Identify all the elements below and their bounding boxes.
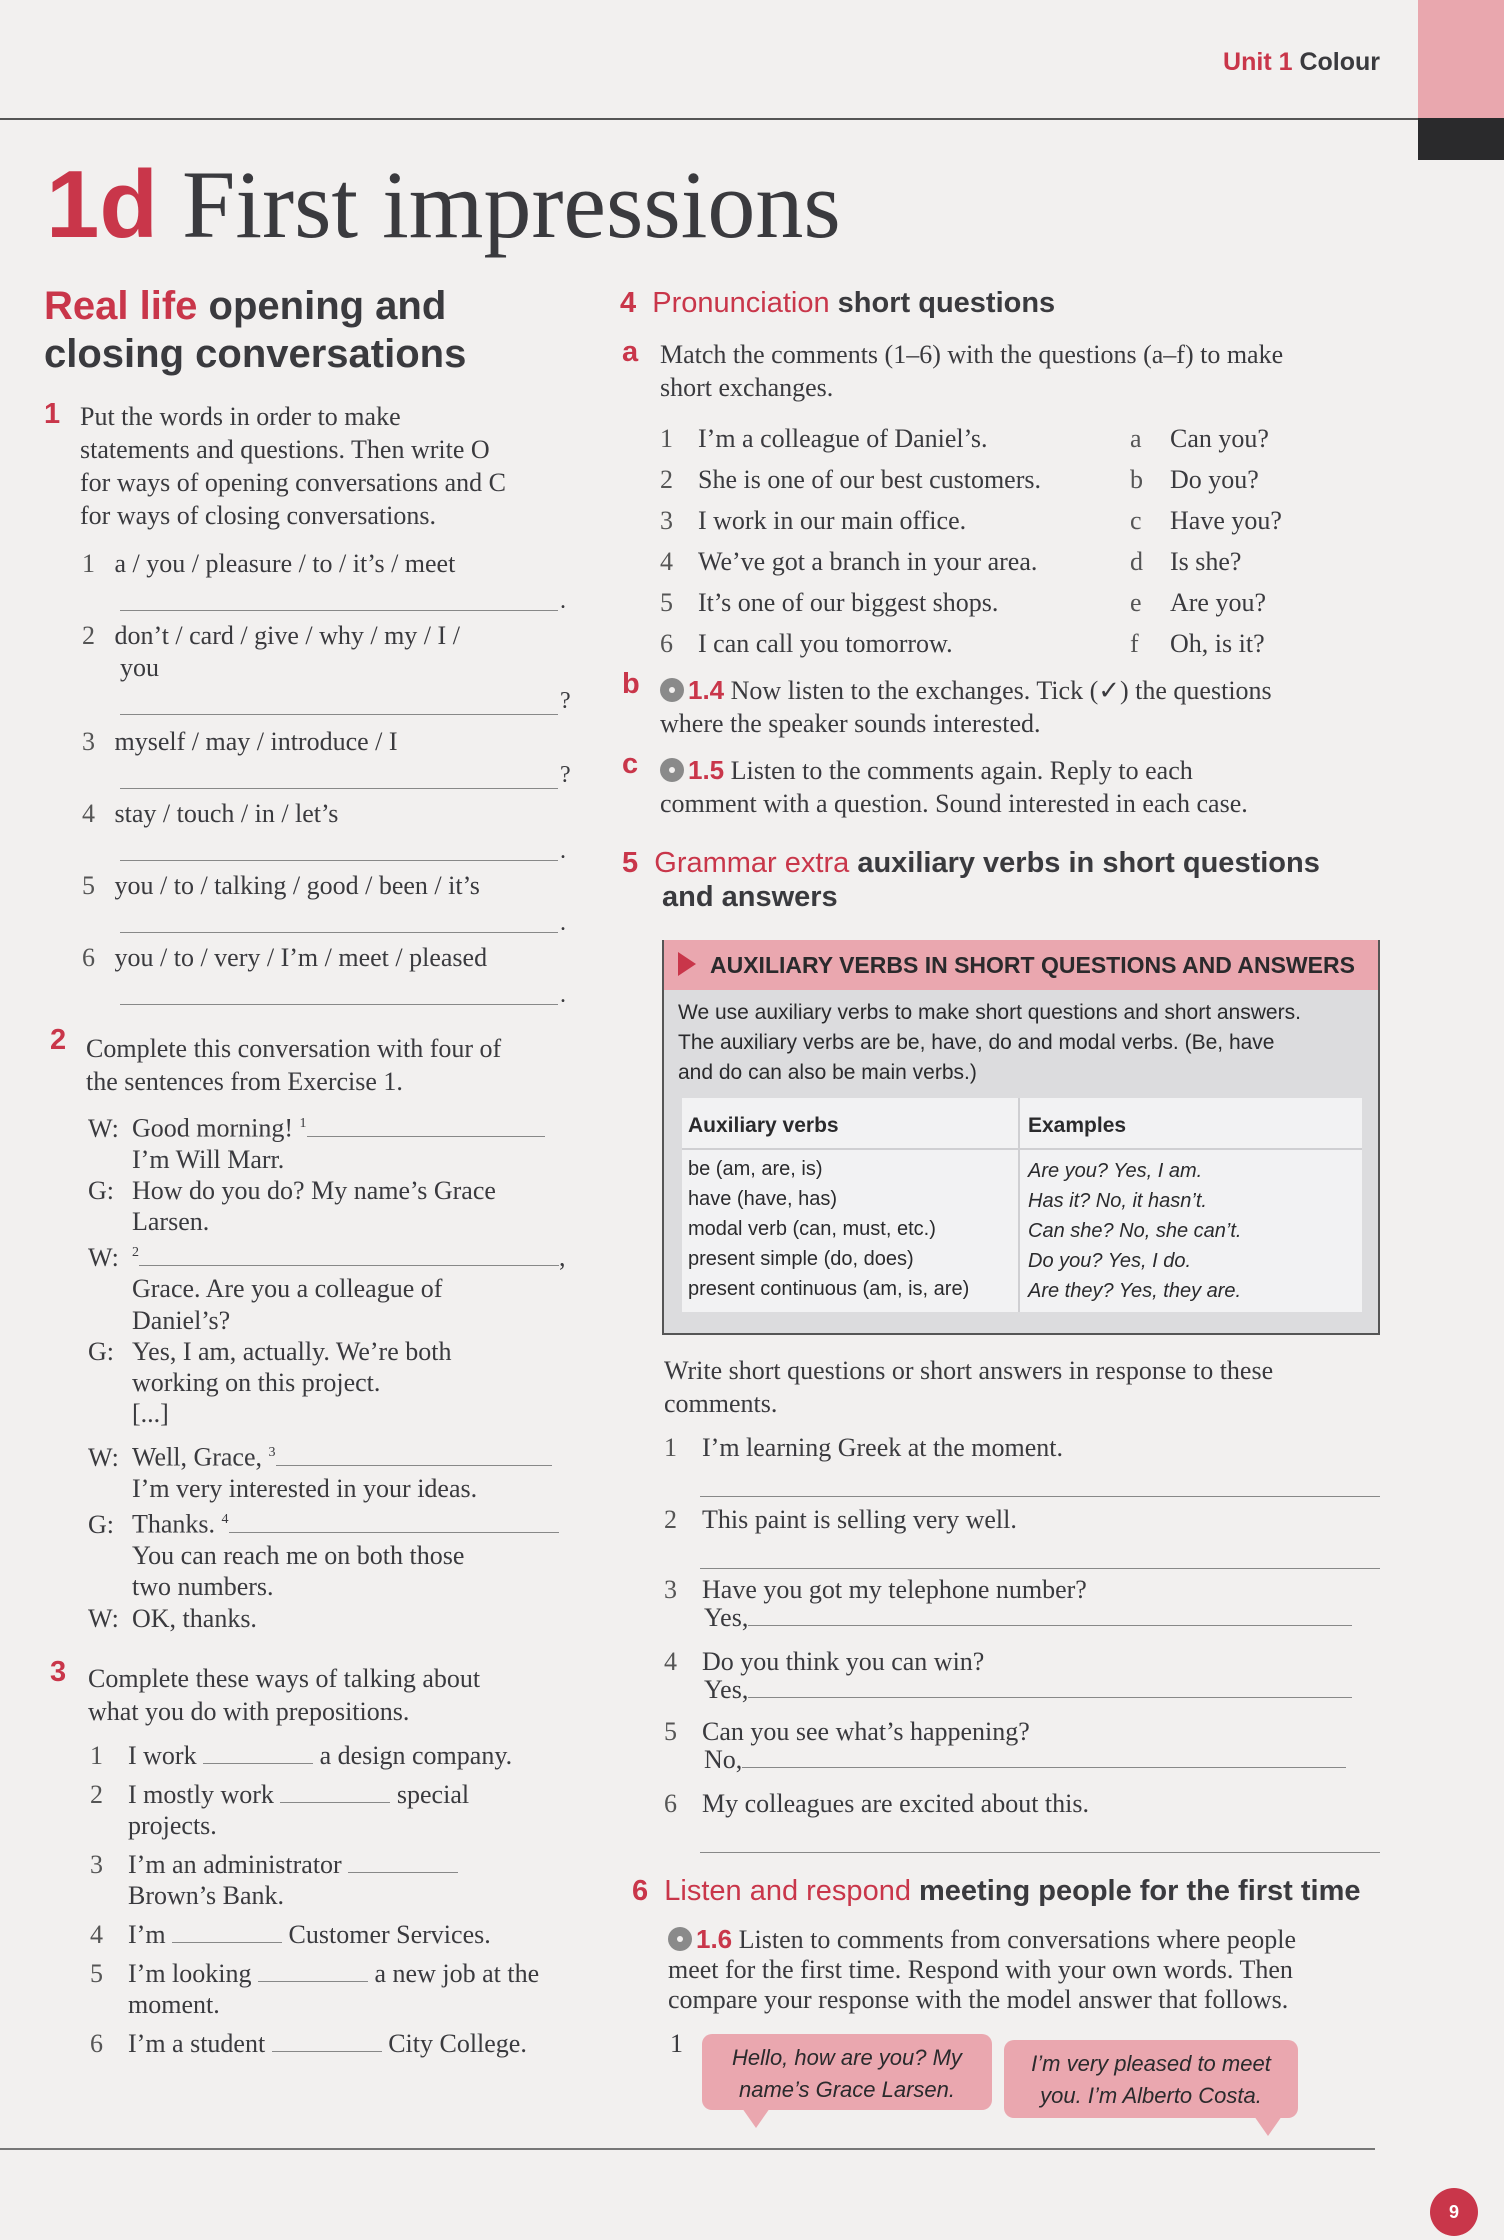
ex1-item-6	[82, 942, 487, 974]
examples-column	[1028, 1156, 1241, 1306]
ex5-item-4	[664, 1648, 1352, 1704]
item-text: I work in our main office.	[698, 506, 967, 535]
comment-item	[660, 418, 1100, 459]
table-cell: be (am, are, is)	[688, 1158, 823, 1180]
item-text: stay / touch / in / let’s	[114, 799, 339, 828]
header-divider	[682, 1148, 1362, 1150]
end-punct: .	[560, 982, 566, 1008]
item-number: 3	[660, 506, 673, 535]
bubble-tail	[742, 2108, 770, 2128]
answer-blank[interactable]	[348, 1872, 458, 1873]
play-arrow-icon	[678, 952, 696, 976]
item-letter: e	[1130, 588, 1142, 617]
ex1-item-5	[82, 870, 480, 902]
line-text: Larsen.	[132, 1207, 210, 1237]
instr-line: compare your response with the model answer that follows.	[668, 1985, 1289, 2014]
line-text: Well, Grace,	[132, 1443, 262, 1472]
answer-line[interactable]	[120, 714, 558, 715]
exercise-5-title: auxiliary verbs in short questions	[857, 847, 1320, 879]
item-text: you / to / very / I’m / meet / pleased	[114, 943, 488, 972]
lesson-code: 1d	[46, 151, 159, 258]
instr-line: Now listen to the exchanges. Tick (✓) the questions	[730, 676, 1272, 705]
answer-line[interactable]	[120, 932, 558, 933]
speaker: W:	[88, 1113, 119, 1143]
line-text: two numbers.	[132, 1572, 274, 1602]
dialogue-line	[88, 1273, 588, 1304]
instr-line: for ways of closing conversations.	[80, 501, 436, 530]
item-text: Do you think you can win?	[702, 1647, 985, 1676]
column-header-verbs: Auxiliary verbs	[688, 1114, 839, 1137]
answer-line[interactable]	[120, 860, 558, 861]
item-text: a new job at the	[374, 1959, 540, 1988]
end-punct: .	[560, 588, 566, 614]
end-punct: .	[560, 910, 566, 936]
item-text-cont: projects.	[128, 1811, 217, 1840]
line-punct: ,	[559, 1243, 566, 1273]
instr-line: where the speaker sounds interested.	[660, 709, 1041, 738]
exercise-3-number: 3	[50, 1656, 67, 1688]
item-number: 5	[82, 871, 95, 900]
item-number: 4	[82, 799, 95, 828]
grammar-box-header	[664, 940, 1378, 990]
ex1-item-1	[82, 548, 455, 580]
item-text-cont: you	[120, 653, 159, 682]
gap-number: 2	[132, 1245, 139, 1261]
answer-blank[interactable]	[748, 1625, 1352, 1626]
item-number: 1	[82, 549, 95, 578]
instr-line: comments.	[664, 1389, 778, 1418]
section-heading-line1: opening and	[208, 284, 447, 328]
table-cell: Has it? No, it hasn’t.	[1028, 1190, 1207, 1212]
item-text: My colleagues are excited about this.	[702, 1789, 1089, 1818]
line-text: Yes, I am, actually. We’re both	[132, 1336, 452, 1366]
exercise-4-heading	[620, 286, 1055, 320]
answer-start: No,	[704, 1745, 743, 1774]
instr-line: Complete these ways of talking about	[88, 1664, 481, 1693]
ex5-instructions	[664, 1354, 1384, 1420]
comment-item	[660, 623, 1100, 664]
item-text: a design company.	[319, 1741, 513, 1770]
answer-blank[interactable]	[272, 2051, 382, 2052]
exercise-2-number: 2	[50, 1024, 67, 1056]
ex6-item-number: 1	[670, 2029, 683, 2058]
bubble-line: you. I’m Alberto Costa.	[1040, 2083, 1262, 2108]
exercise-4-number: 4	[620, 287, 637, 319]
exercise-3-instructions	[88, 1662, 588, 1728]
grammar-box-intro	[678, 998, 1368, 1088]
ex5-item-3	[664, 1576, 1352, 1632]
comment-item	[660, 459, 1100, 500]
item-number: 5	[660, 588, 673, 617]
table-cell: have (have, has)	[688, 1188, 837, 1210]
item-text: Have you got my telephone number?	[702, 1575, 1087, 1604]
speaker: W:	[88, 1243, 119, 1273]
item-letter: f	[1130, 629, 1139, 658]
table-cell: Do you? Yes, I do.	[1028, 1250, 1192, 1272]
answer-line[interactable]	[700, 1568, 1380, 1569]
answer-start: Yes,	[704, 1603, 749, 1632]
line-text: Grace. Are you a colleague of	[132, 1274, 443, 1304]
item-number: 2	[90, 1780, 103, 1809]
ex1-item-3	[82, 726, 398, 758]
speaker: G:	[88, 1336, 114, 1366]
instr-line: Write short questions or short answers in response to these	[664, 1356, 1274, 1385]
end-punct: ?	[560, 688, 571, 714]
ex3-items	[90, 1740, 590, 2059]
dialogue-line	[88, 1237, 588, 1273]
line-text: working on this project.	[132, 1367, 381, 1397]
item-text: She is one of our best customers.	[698, 465, 1042, 494]
question-item	[1130, 459, 1380, 500]
exercise-1-number: 1	[44, 398, 61, 430]
question-item	[1130, 500, 1380, 541]
section-heading-line2: closing conversations	[44, 332, 467, 376]
speech-bubble-2	[1004, 2040, 1298, 2118]
grammar-box-title: AUXILIARY VERBS IN SHORT QUESTIONS AND ANSWERS	[710, 952, 1355, 978]
item-text: Have you?	[1170, 506, 1282, 535]
instr-line: comment with a question. Sound interested in each case.	[660, 789, 1248, 818]
exercise-5-number: 5	[622, 847, 639, 879]
column-header-examples: Examples	[1028, 1114, 1127, 1137]
footer-rule	[0, 2148, 1375, 2150]
instr-line: Put the words in order to make	[80, 402, 401, 431]
item-number: 4	[90, 1920, 103, 1949]
answer-blank[interactable]	[742, 1767, 1346, 1768]
line-text: Daniel’s?	[132, 1305, 231, 1335]
item-text: I’m learning Greek at the moment.	[702, 1433, 1063, 1462]
item-text: I’m looking	[128, 1959, 252, 1988]
end-punct: .	[560, 838, 566, 864]
dialogue-line	[88, 1336, 588, 1367]
item-text: City College.	[388, 2029, 527, 2058]
intro-line: We use auxiliary verbs to make short questions and short answers.	[678, 1001, 1301, 1024]
speaker: G:	[88, 1510, 114, 1540]
answer-start: Yes,	[704, 1675, 749, 1704]
exercise-5-title-cont: and answers	[662, 881, 838, 913]
item-number: 3	[90, 1850, 103, 1879]
question-item	[1130, 582, 1380, 623]
ex4-questions	[1130, 418, 1380, 664]
track-number: 1.6	[696, 1924, 733, 1954]
item-letter: d	[1130, 547, 1143, 576]
item-number: 6	[664, 1789, 677, 1818]
item-number: 4	[660, 547, 673, 576]
exercise-2-instructions	[86, 1032, 586, 1098]
item-letter: b	[1130, 465, 1143, 494]
dialogue-line	[88, 1603, 588, 1634]
ex4b-instructions	[660, 674, 1380, 740]
ex4-comments	[660, 418, 1100, 664]
cd-icon[interactable]	[668, 1927, 692, 1951]
dialogue-line	[88, 1367, 588, 1398]
item-text: myself / may / introduce / I	[114, 727, 398, 756]
item-text: don’t / card / give / why / my / I /	[114, 621, 460, 650]
item-text-cont: moment.	[128, 1990, 220, 2019]
item-number: 2	[660, 465, 673, 494]
cd-icon[interactable]	[660, 678, 684, 702]
track-number: 1.4	[688, 675, 725, 705]
line-text: [...]	[132, 1399, 169, 1429]
ex4a-instructions	[660, 338, 1380, 404]
bubble-line: name’s Grace Larsen.	[738, 2077, 956, 2102]
answer-blank[interactable]	[280, 1802, 390, 1803]
bubble-line: Hello, how are you? My	[732, 2045, 962, 2070]
table-cell: Are they? Yes, they are.	[1028, 1280, 1242, 1302]
instr-line: for ways of opening conversations and C	[80, 468, 507, 497]
grammar-table	[682, 1098, 1362, 1312]
instr-line: Complete this conversation with four of	[86, 1034, 502, 1063]
sub-a-letter: a	[622, 336, 639, 368]
item-text: I work	[128, 1741, 197, 1770]
item-text: Are you?	[1170, 588, 1267, 617]
item-text: Can you see what’s happening?	[702, 1717, 1030, 1746]
line-text: You can reach me on both those	[132, 1541, 465, 1571]
item-number: 6	[660, 629, 673, 658]
line-text: Good morning!	[132, 1113, 294, 1143]
gap-number: 3	[268, 1445, 276, 1461]
item-text: I’m a colleague of Daniel’s.	[698, 424, 988, 453]
item-number: 3	[664, 1575, 677, 1604]
item-number: 4	[664, 1647, 677, 1676]
unit-number: Unit 1	[1223, 48, 1293, 76]
item-number: 2	[664, 1505, 677, 1534]
dialogue-line	[88, 1473, 588, 1504]
ex3-item	[90, 1779, 590, 1810]
track-number: 1.5	[688, 755, 725, 785]
line-text: Thanks.	[132, 1510, 216, 1540]
question-item	[1130, 623, 1380, 664]
item-text: Oh, is it?	[1170, 629, 1265, 658]
lesson-title: First impressions	[182, 151, 841, 258]
answer-blank[interactable]	[172, 1942, 282, 1943]
question-item	[1130, 541, 1380, 582]
unit-title: Colour	[1299, 48, 1380, 76]
item-number: 5	[90, 1959, 103, 1988]
question-item	[1130, 418, 1380, 459]
instr-line: statements and questions. Then write O	[80, 435, 490, 464]
comment-item	[660, 500, 1100, 541]
ex3-item	[90, 1849, 590, 1880]
item-text: I can call you tomorrow.	[698, 629, 953, 658]
item-text: Customer Services.	[288, 1920, 491, 1949]
dialogue-line	[88, 1175, 588, 1206]
dialogue-line	[88, 1398, 588, 1429]
line-text: I’m Will Marr.	[132, 1144, 285, 1174]
instr-line: meet for the first time. Respond with your own words. Then	[668, 1955, 1293, 1984]
item-text: special	[396, 1780, 470, 1809]
gap-blank[interactable]	[276, 1465, 552, 1466]
item-text: you / to / talking / good / been / it’s	[114, 871, 480, 900]
instr-line: short exchanges.	[660, 373, 834, 402]
intro-line: and do can also be main verbs.)	[678, 1061, 977, 1084]
gap-blank[interactable]	[307, 1136, 545, 1137]
table-cell: modal verb (can, must, etc.)	[688, 1218, 936, 1240]
item-number: 1	[664, 1433, 677, 1462]
item-text: It’s one of our biggest shops.	[698, 588, 999, 617]
exercise-5-red: Grammar extra	[654, 847, 850, 879]
item-text: I’m a student	[128, 2029, 266, 2058]
item-number: 1	[90, 1741, 103, 1770]
ex3-item	[90, 2028, 590, 2059]
instr-line: Listen to comments from conversations where people	[738, 1925, 1297, 1954]
answer-line[interactable]	[120, 610, 558, 611]
dialogue-line	[88, 1437, 588, 1473]
page-title	[46, 150, 841, 260]
speaker: W:	[88, 1443, 119, 1472]
item-number: 5	[664, 1717, 677, 1746]
line-text: I’m very interested in your ideas.	[132, 1474, 478, 1504]
item-number: 3	[82, 727, 95, 756]
page-number: 9	[1430, 2188, 1478, 2236]
exercise-6-heading	[632, 1874, 1361, 1908]
ex5-item-1	[664, 1432, 1063, 1464]
exercise-4-red: Pronunciation	[652, 287, 830, 319]
intro-line: The auxiliary verbs are be, have, do and modal verbs. (Be, have	[678, 1031, 1275, 1054]
ex2-dialogue	[88, 1108, 588, 1634]
gap-blank[interactable]	[229, 1532, 559, 1533]
instr-line: the sentences from Exercise 1.	[86, 1067, 403, 1096]
item-number: 6	[82, 943, 95, 972]
sub-b-letter: b	[622, 668, 640, 700]
answer-line[interactable]	[120, 788, 558, 789]
item-letter: a	[1130, 424, 1142, 453]
line-text: OK, thanks.	[132, 1603, 257, 1633]
sub-c-letter: c	[622, 748, 639, 780]
ex4c-instructions	[660, 754, 1380, 820]
item-text-cont: Brown’s Bank.	[128, 1881, 284, 1910]
gap-number: 1	[299, 1116, 307, 1131]
item-text: This paint is selling very well.	[702, 1505, 1017, 1534]
ex3-item	[90, 1919, 590, 1950]
exercise-6-title: meeting people for the first time	[919, 1875, 1361, 1907]
gap-blank[interactable]	[139, 1265, 559, 1266]
answer-blank[interactable]	[748, 1697, 1352, 1698]
item-text: Do you?	[1170, 465, 1259, 494]
dialogue-line	[88, 1305, 588, 1336]
answer-line[interactable]	[120, 1004, 558, 1005]
item-number: 2	[82, 621, 95, 650]
answer-line[interactable]	[700, 1852, 1380, 1853]
table-cell: present continuous (am, is, are)	[688, 1278, 970, 1300]
item-number: 1	[660, 424, 673, 453]
exercise-5-heading	[622, 846, 1320, 914]
answer-line[interactable]	[700, 1496, 1380, 1497]
ex3-item	[90, 1958, 590, 1989]
line-text: How do you do? My name’s Grace	[132, 1176, 496, 1206]
item-text: I’m an administrator	[128, 1850, 342, 1879]
exercise-6-number: 6	[632, 1875, 649, 1907]
item-text: Can you?	[1170, 424, 1269, 453]
ex5-item-6	[664, 1788, 1089, 1820]
item-text: I’m	[128, 1920, 166, 1949]
gap-number: 4	[221, 1512, 229, 1528]
instr-line: Match the comments (1–6) with the questions (a–f) to make	[660, 340, 1284, 369]
item-text: I mostly work	[128, 1780, 274, 1809]
ex1-item-2	[82, 620, 562, 684]
answer-blank[interactable]	[203, 1763, 313, 1764]
ex1-item-4	[82, 798, 338, 830]
ex5-item-5	[664, 1718, 1346, 1774]
item-number: 6	[90, 2029, 103, 2058]
instr-line: Listen to the comments again. Reply to each	[730, 756, 1193, 785]
ex3-item	[90, 1740, 590, 1771]
answer-blank[interactable]	[258, 1981, 368, 1982]
exercise-1-instructions	[80, 400, 580, 532]
grammar-box	[662, 940, 1380, 1335]
item-text: a / you / pleasure / to / it’s / meet	[114, 549, 456, 578]
comment-item	[660, 541, 1100, 582]
unit-label	[1223, 48, 1380, 77]
ex6-instructions	[668, 1924, 1388, 2015]
item-text: Is she?	[1170, 547, 1242, 576]
dialogue-line	[88, 1504, 588, 1540]
speaker: G:	[88, 1176, 114, 1206]
bubble-tail	[1254, 2116, 1282, 2136]
exercise-6-red: Listen and respond	[664, 1875, 911, 1907]
end-punct: ?	[560, 762, 571, 788]
instr-line: what you do with prepositions.	[88, 1697, 410, 1726]
verbs-column	[688, 1154, 969, 1304]
table-cell: Are you? Yes, I am.	[1028, 1160, 1203, 1182]
cd-icon[interactable]	[660, 758, 684, 782]
section-heading-red: Real life	[44, 284, 198, 328]
table-cell: present simple (do, does)	[688, 1248, 914, 1270]
item-letter: c	[1130, 506, 1142, 535]
speaker: W:	[88, 1603, 119, 1633]
item-text: We’ve got a branch in your area.	[698, 547, 1038, 576]
bubble-line: I’m very pleased to meet	[1031, 2051, 1271, 2076]
dialogue-line	[88, 1206, 588, 1237]
corner-color-tab	[1418, 0, 1504, 118]
dialogue-line	[88, 1571, 588, 1602]
section-heading	[44, 282, 466, 378]
table-cell: Can she? No, she can’t.	[1028, 1220, 1242, 1242]
speech-bubble-1	[702, 2034, 992, 2110]
corner-dark-tab	[1418, 118, 1504, 160]
header-rule	[0, 118, 1418, 120]
ex5-item-2	[664, 1504, 1017, 1536]
dialogue-line	[88, 1144, 588, 1175]
exercise-4-title: short questions	[837, 287, 1056, 319]
dialogue-line	[88, 1540, 588, 1571]
comment-item	[660, 582, 1100, 623]
dialogue-line	[88, 1108, 588, 1144]
column-divider	[1018, 1098, 1020, 1312]
